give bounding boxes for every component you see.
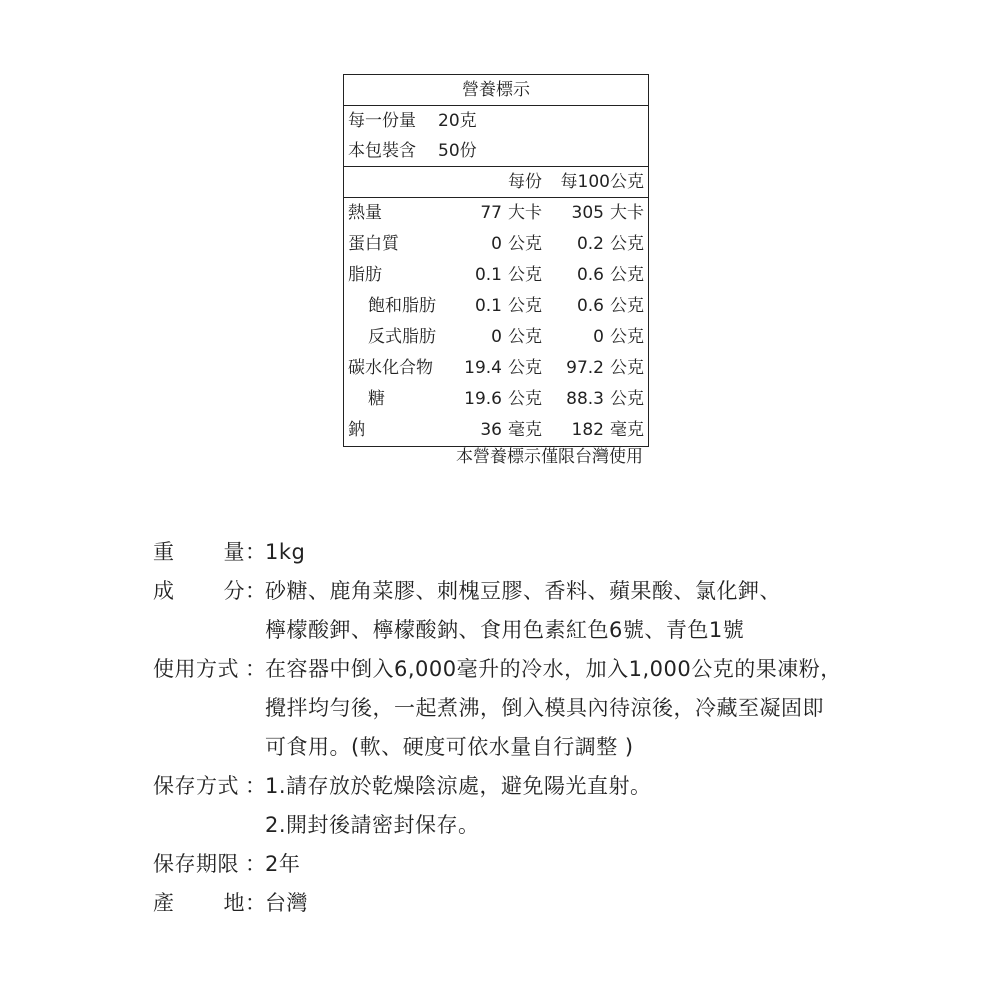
ingredients-label [153,572,245,650]
storage-line: 1.請存放於乾燥陰涼處，避免陽光直射。 [265,774,652,798]
unit: 公克 [610,296,644,316]
value: 0 [491,327,502,347]
colon: ： [245,852,267,876]
ingredients-row [153,572,913,650]
per-100g-value [566,384,644,415]
shelf-life-row [153,845,913,884]
colon: ： [245,540,267,564]
nutrient-name: 飽和脂肪 [368,296,436,316]
nutrition-title: 營養標示 [344,75,648,106]
nutrient-row [344,198,648,229]
unit: 公克 [610,327,644,347]
usage-line: 在容器中倒入6,000毫升的冷水，加入1,000公克的果凍粉， [265,657,842,681]
value: 77 [480,203,502,223]
usage-label: 使用方式 [153,657,239,681]
ingredients-line: 檸檬酸鉀、檸檬酸鈉、食用色素紅色6號、青色1號 [265,618,745,642]
nutrition-facts-table [343,74,649,447]
value: 36 [480,420,502,440]
usage-line: 可食用。(軟、硬度可依水量自行調整 ) [265,735,634,759]
nutrient-name: 蛋白質 [348,234,399,254]
weight-label [153,533,245,572]
unit: 公克 [508,358,542,378]
colon: ： [245,657,267,681]
label-char: 量 [223,540,245,564]
colon: ： [245,774,267,798]
per-serving-value [464,384,542,415]
per-serving-value [480,198,542,229]
storage-row [153,767,913,845]
nutrient-name: 熱量 [348,203,382,223]
nutrient-row [344,415,648,446]
nutrient-row [344,353,648,384]
serving-size-row [344,106,648,136]
unit: 公克 [610,389,644,409]
value: 0.1 [474,296,502,316]
shelf-life-value: 2年 [265,852,301,876]
per-serving-value [491,322,542,353]
value: 0.1 [474,265,502,285]
value: 19.4 [464,358,502,378]
nutrient-name: 反式脂肪 [368,327,436,347]
per-100g-value [572,198,644,229]
value: 97.2 [566,358,604,378]
usage-row [153,650,913,767]
servings-row [344,136,648,166]
servings-label: 本包裝含 [348,141,416,161]
nutrient-row [344,229,648,260]
label-char: 重 [153,540,175,564]
origin-value: 台灣 [265,891,308,915]
origin-row [153,884,913,923]
value: 182 [571,420,604,440]
weight-value: 1kg [265,540,306,564]
per-100g-value [577,291,644,322]
unit: 公克 [508,265,542,285]
per-100g-value [593,322,644,353]
storage-label: 保存方式 [153,774,239,798]
value: 0.6 [576,296,604,316]
value: 0.6 [576,265,604,285]
per-100g-value [566,353,644,384]
nutrient-row [344,384,648,415]
per-serving-value [480,415,542,446]
per-serving-value [464,353,542,384]
value: 0 [593,327,604,347]
servings-value: 50份 [438,141,477,161]
col-per-serving: 每份 [508,172,542,192]
unit: 大卡 [610,203,644,223]
value: 0.2 [576,234,604,254]
origin-label [153,884,245,923]
unit: 公克 [610,234,644,254]
per-serving-value [491,229,542,260]
unit: 毫克 [610,420,644,440]
nutrient-name: 碳水化合物 [348,358,433,378]
per-100g-value [577,260,644,291]
unit: 毫克 [508,420,542,440]
nutrient-name: 鈉 [348,420,365,440]
label-char: 地 [223,891,245,915]
unit: 公克 [508,296,542,316]
label-char: 產 [153,891,175,915]
colon: ： [245,891,267,915]
nutrient-row [344,291,648,322]
value: 305 [571,203,604,223]
nutrient-row [344,322,648,353]
label-char: 成 [153,579,175,603]
per-serving-value [475,260,542,291]
storage-line: 2.開封後請密封保存。 [265,813,480,837]
unit: 大卡 [508,203,542,223]
nutrition-header-row [344,166,648,198]
weight-row [153,533,913,572]
unit: 公克 [508,234,542,254]
col-per-100g: 每100公克 [560,172,644,192]
per-100g-value [577,229,644,260]
value: 19.6 [464,389,502,409]
nutrient-row [344,260,648,291]
colon: ： [245,579,267,603]
serving-size-label: 每一份量 [348,111,416,131]
per-100g-value [572,415,644,446]
unit: 公克 [610,358,644,378]
value: 88.3 [566,389,604,409]
product-info [153,533,913,923]
label-char: 分 [223,579,245,603]
shelf-life-label: 保存期限 [153,852,239,876]
per-serving-value [475,291,542,322]
unit: 公克 [508,389,542,409]
serving-size-value: 20克 [438,111,477,131]
unit: 公克 [610,265,644,285]
ingredients-line: 砂糖、鹿角菜膠、刺槐豆膠、香料、蘋果酸、氯化鉀、 [265,579,781,603]
nutrient-name: 糖 [368,389,385,409]
unit: 公克 [508,327,542,347]
nutrition-note: 本營養標示僅限台灣使用 [456,447,643,467]
value: 0 [491,234,502,254]
nutrient-name: 脂肪 [348,265,382,285]
usage-line: 攪拌均勻後，一起煮沸，倒入模具內待涼後，冷藏至凝固即 [265,696,824,720]
